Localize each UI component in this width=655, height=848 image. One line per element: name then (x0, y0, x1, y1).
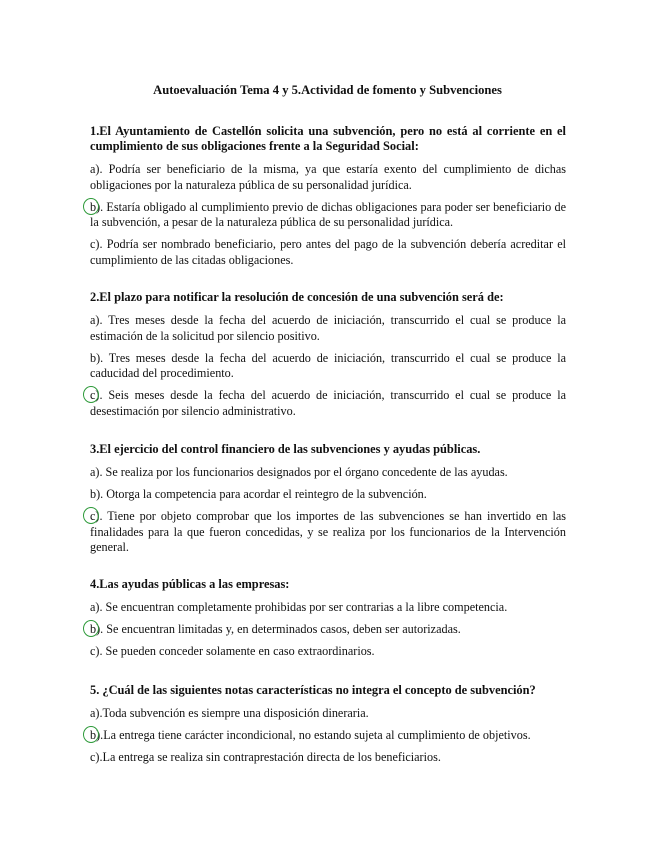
option-c: c). Se pueden conceder solamente en caso extraordinarios. (90, 644, 375, 658)
option-c: c).La entrega se realiza sin contraprestación directa de los beneficiarios. (90, 750, 441, 764)
option-b-marked: b). Estaría obligado al cumplimiento previo de dichas obligaciones para poder ser beneficiario de la subvención, a pesar de la naturaleza pública de su personalidad jurídica. (90, 199, 566, 229)
question-2 (90, 290, 566, 426)
question-5 (90, 683, 566, 772)
option-a: a). Se encuentran completamente prohibidas por ser contrarias a la libre competencia. (90, 600, 508, 614)
option-a: a).Toda subvención es siempre una disposición dineraria. (90, 706, 369, 720)
option-c: c). Podría ser nombrado beneficiario, pero antes del pago de la subvención debería acreditar el cumplimiento de las citadas obligaciones. (90, 237, 566, 267)
document-title: Autoevaluación Tema 4 y 5.Actividad de fomento y Subvenciones (153, 83, 502, 97)
question-text: 5. ¿Cuál de las siguientes notas características no integra el concepto de subvención? (90, 683, 536, 697)
option-b-marked: b). Se encuentran limitadas y, en determinados casos, deben ser autorizadas. (90, 622, 566, 638)
question-text: 3.El ejercicio del control financiero de las subvenciones y ayudas públicas. (90, 442, 481, 456)
option-c-marked: c). Tiene por objeto comprobar que los importes de las subvenciones se han invertido en las finalidades para la que fueron concedidas, y se realiza por los funcionarios de la Intervención general. (90, 509, 566, 554)
option-a: a). Podría ser beneficiario de la misma, ya que estaría exento del cumplimiento de dichas obligaciones por la naturaleza pública de su personalidad jurídica. (90, 162, 566, 192)
option-a: a). Tres meses desde la fecha del acuerdo de iniciación, transcurrido el cual se produce la estimación de la solicitud por silencio positivo. (90, 313, 566, 343)
option-a: a). Se realiza por los funcionarios designados por el órgano concedente de las ayudas. (90, 465, 508, 479)
option-c-marked: c). Seis meses desde la fecha del acuerdo de iniciación, transcurrido el cual se produce la desestimación por silencio administrativo. (90, 388, 566, 418)
question-text: 2.El plazo para notificar la resolución de concesión de una subvención será de: (90, 290, 504, 304)
option-b: b). Tres meses desde la fecha del acuerdo de iniciación, transcurrido el cual se produce la caducidad del procedimiento. (90, 350, 566, 380)
question-1 (90, 124, 566, 275)
option-b-marked: b).La entrega tiene carácter incondicional, no estando sujeta al cumplimiento de objetivos. (90, 728, 566, 744)
question-text: 1.El Ayuntamiento de Castellón solicita una subvención, pero no está al corriente en el cumplimiento de sus obligaciones frente a la Seguridad Social: (90, 124, 566, 153)
question-3 (90, 442, 566, 562)
option-b: b). Otorga la competencia para acordar el reintegro de la subvención. (90, 487, 427, 501)
question-4 (90, 577, 566, 666)
question-text: 4.Las ayudas públicas a las empresas: (90, 577, 290, 591)
